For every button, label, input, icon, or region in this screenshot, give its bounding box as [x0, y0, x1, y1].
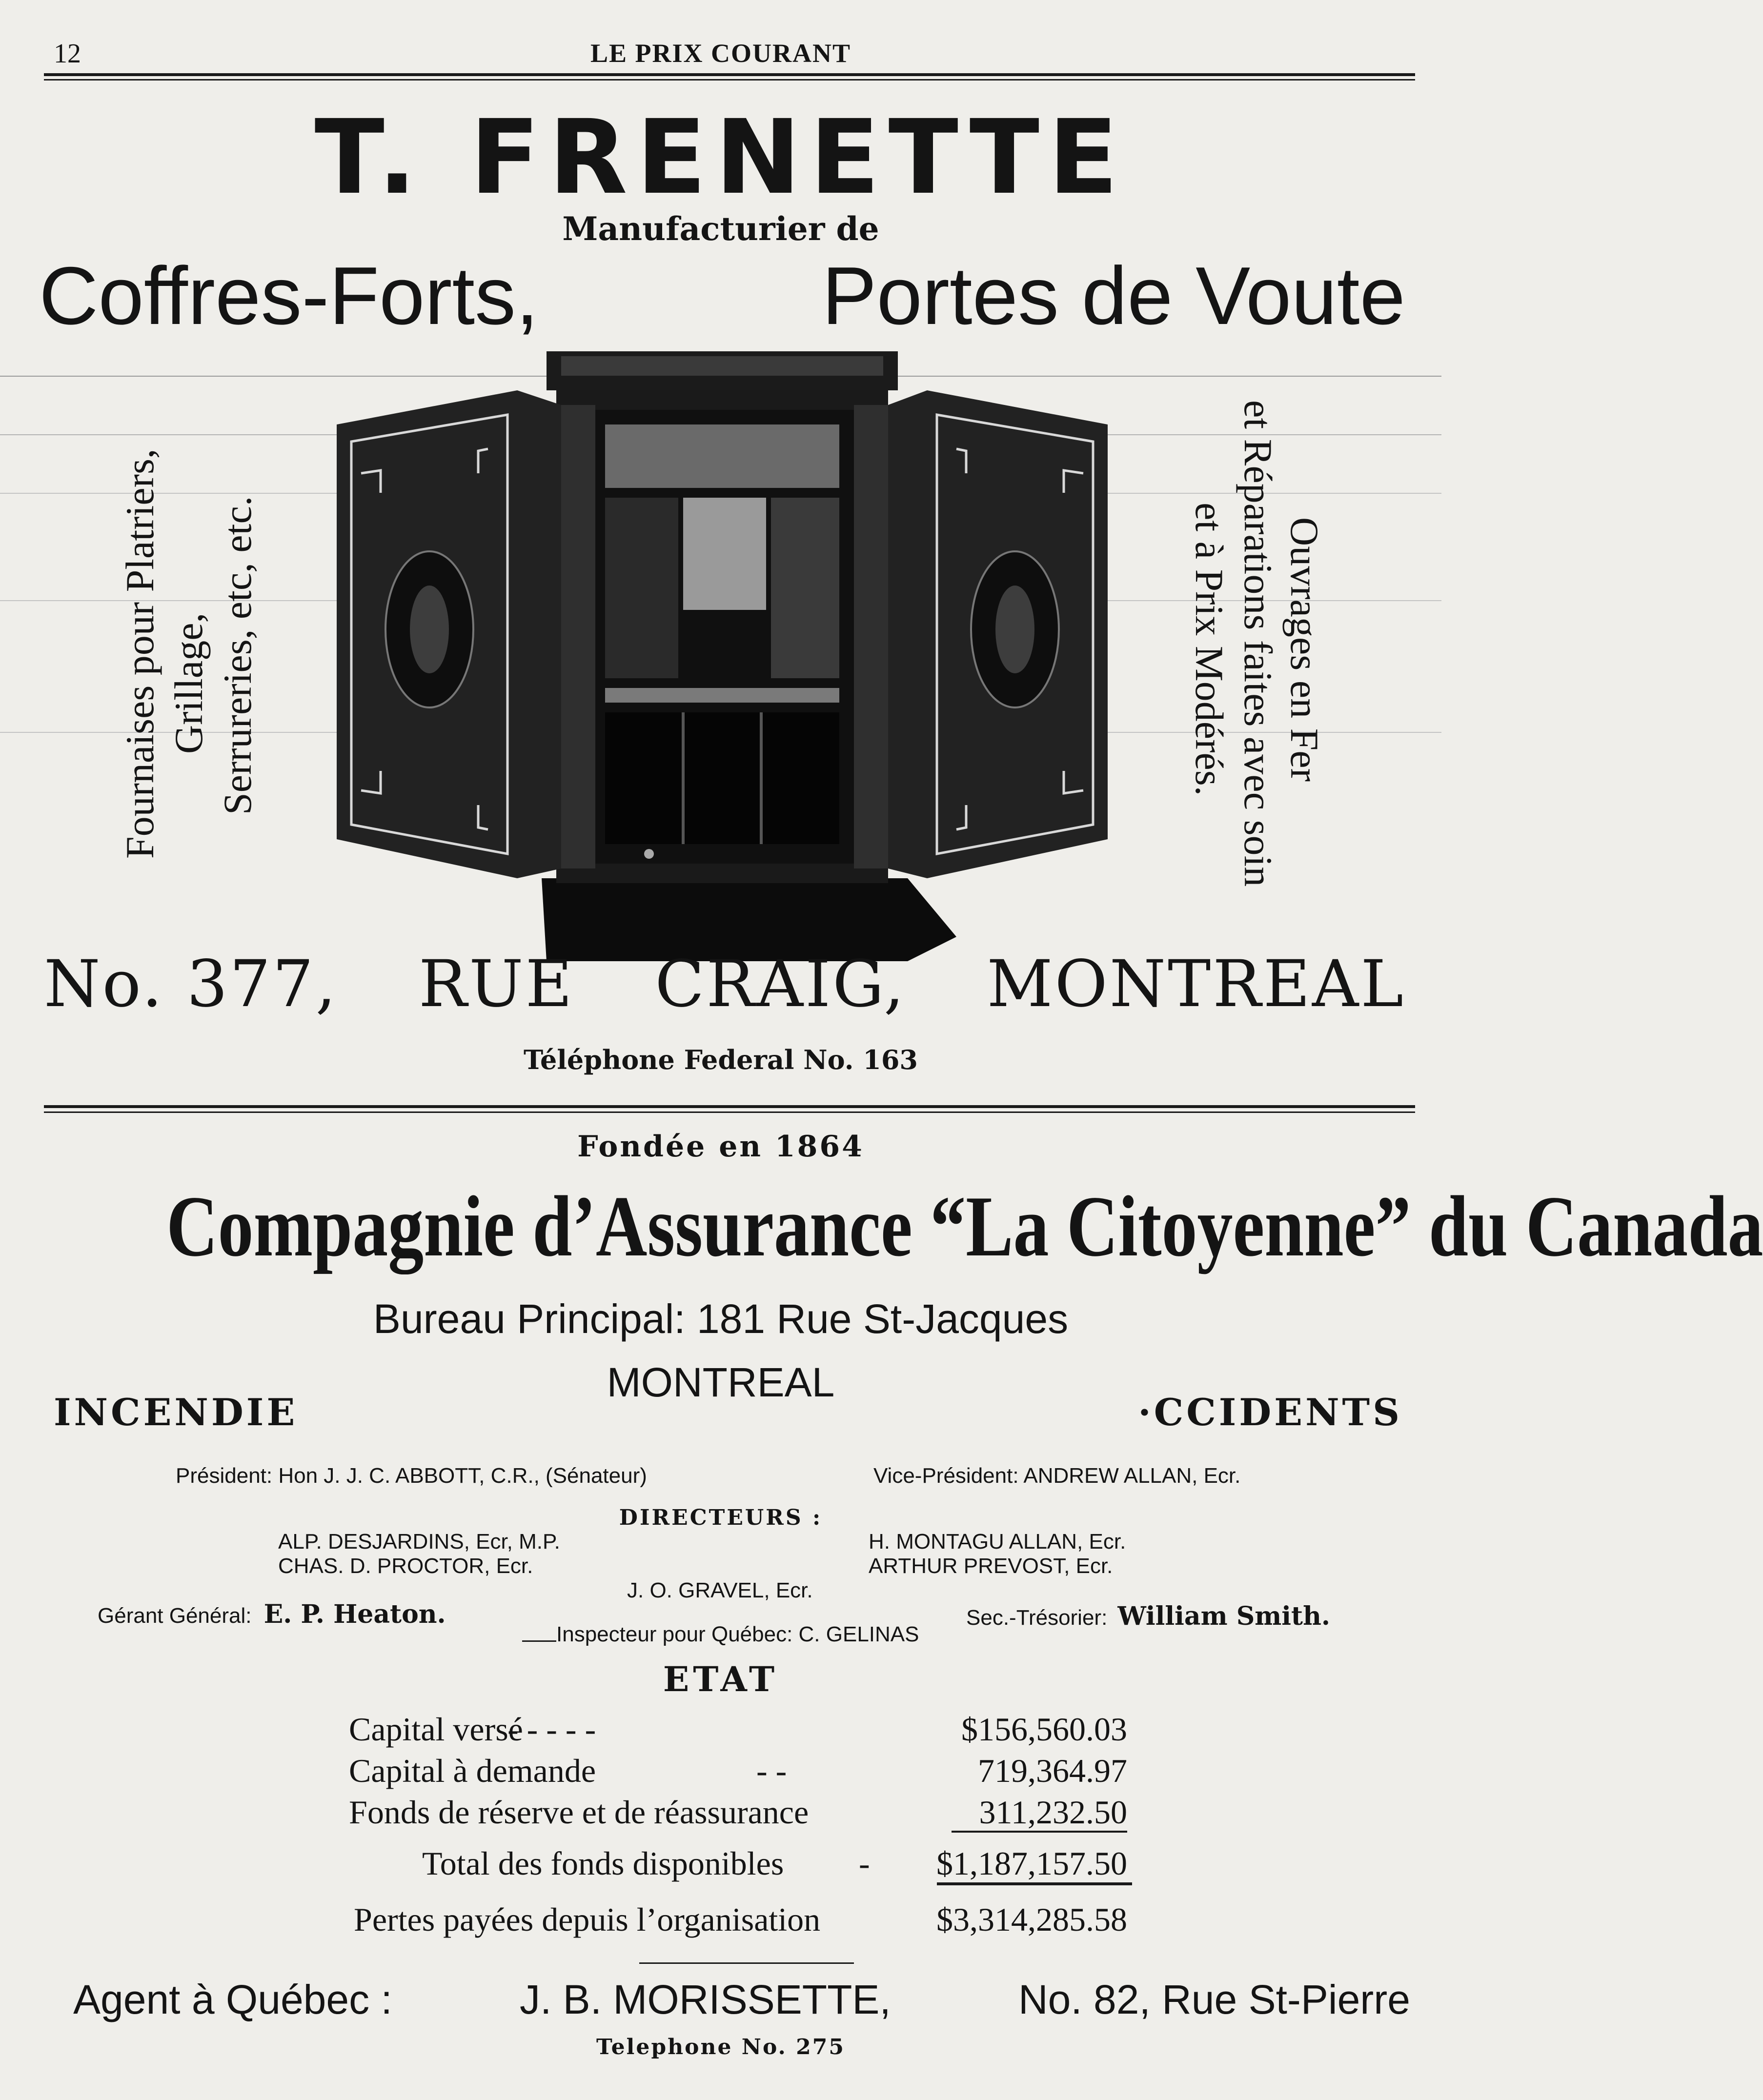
header-rule-thin — [44, 79, 1415, 81]
page-number: 12 — [54, 39, 81, 69]
side-text-right-1: Ouvrages en Fer — [1282, 517, 1327, 782]
running-title: LE PRIX COURANT — [590, 39, 851, 68]
founded-line: Fondée en 1864 — [577, 1130, 864, 1164]
statement-label-3: Fonds de réserve et de réassurance — [349, 1794, 809, 1831]
address-line — [44, 947, 1405, 1022]
statement-leader-1: - - - - - — [507, 1711, 596, 1748]
statement-leader-2: - - — [756, 1752, 787, 1789]
agent-telephone: Telephone No. 275 — [596, 2035, 846, 2060]
agent-label: Agent à Québec : — [73, 1977, 392, 2022]
director-center: J. O. GRAVEL, Ecr. — [627, 1578, 813, 1602]
statement-amount-1: $156,560.03 — [961, 1711, 1127, 1748]
director-left-2: CHAS. D. PROCTOR, Ecr. — [278, 1554, 533, 1578]
secretary-treasurer-name: William Smith. — [1117, 1601, 1330, 1631]
vice-president: Vice-Président: ANDREW ALLAN, Ecr. — [873, 1464, 1241, 1488]
secretary-treasurer-label: Sec.-Trésorier: — [966, 1606, 1108, 1630]
fire-heading: INCENDIE — [54, 1391, 298, 1434]
side-text-left-2: Grillage, — [166, 612, 211, 754]
side-text-left-1: Fournaises pour Platriers, — [118, 448, 162, 859]
general-manager-name: E. P. Heaton. — [263, 1599, 446, 1629]
general-manager-label: Gérant Général: — [98, 1604, 252, 1628]
section-divider-thin — [44, 1111, 1415, 1113]
statement-amount-3: 311,232.50 — [979, 1794, 1127, 1831]
statement-label-1: Capital versé — [349, 1711, 523, 1748]
safe-illustration — [332, 351, 1113, 1000]
product-safes: Coffres-Forts, — [39, 250, 539, 342]
products-line — [39, 249, 1405, 343]
total-rule — [937, 1882, 1132, 1885]
address-city: MONTREAL — [987, 947, 1405, 1022]
statement-title: ETAT — [663, 1659, 779, 1699]
address-rue: RUE — [418, 947, 574, 1022]
head-office: Bureau Principal: 181 Rue St-Jacques — [373, 1296, 1069, 1342]
agent-rule — [639, 1962, 854, 1964]
statement-label-4: Total des fonds disponibles — [422, 1845, 784, 1882]
inspector-dash — [522, 1640, 556, 1642]
product-vault-doors: Portes de Voute — [822, 250, 1405, 342]
directors-title: DIRECTEURS : — [619, 1505, 823, 1530]
address-street: CRAIG, — [655, 947, 906, 1022]
statement-amount-5: $3,314,285.58 — [936, 1901, 1127, 1938]
side-text-left-3: Serrureries, etc, etc. — [215, 496, 260, 815]
statement-label-2: Capital à demande — [349, 1752, 596, 1789]
office-city: MONTREAL — [607, 1359, 835, 1405]
accidents-heading: ·CCIDENTS — [1138, 1391, 1402, 1434]
statement-amount-4: $1,187,157.50 — [936, 1845, 1127, 1882]
inspector: Inspecteur pour Québec: C. GELINAS — [556, 1622, 919, 1646]
director-right-2: ARTHUR PREVOST, Ecr. — [869, 1554, 1113, 1578]
company-name: Compagnie d’Assurance “La Citoyenne” du Canada — [166, 1178, 1763, 1274]
agent-name: J. B. MORISSETTE, — [520, 1977, 891, 2022]
statement-label-5: Pertes payées depuis l’organisation — [354, 1901, 821, 1938]
manufacturer-line: Manufacturier de — [562, 210, 879, 248]
advertiser-name: T. FRENETTE — [314, 98, 1127, 217]
director-right-1: H. MONTAGU ALLAN, Ecr. — [869, 1530, 1126, 1554]
address-number: No. 377, — [44, 947, 338, 1022]
general-manager — [98, 1599, 446, 1629]
header-rule — [44, 73, 1415, 76]
section-divider — [44, 1105, 1415, 1108]
frenette-telephone: Téléphone Federal No. 163 — [523, 1044, 918, 1075]
agent-line — [73, 1976, 1410, 2023]
director-left-1: ALP. DESJARDINS, Ecr, M.P. — [278, 1530, 560, 1554]
subtotal-rule — [952, 1831, 1127, 1833]
side-text-right-2: et Réparations faites avec soin — [1236, 400, 1280, 887]
president: Président: Hon J. J. C. ABBOTT, C.R., (Sénateur) — [176, 1464, 647, 1488]
agent-address: No. 82, Rue St-Pierre — [1018, 1977, 1410, 2022]
statement-amount-2: 719,364.97 — [978, 1752, 1127, 1789]
secretary-treasurer — [966, 1601, 1330, 1631]
side-text-right-3: et à Prix Modérés. — [1187, 503, 1232, 796]
statement-leader-4: - — [859, 1845, 870, 1882]
